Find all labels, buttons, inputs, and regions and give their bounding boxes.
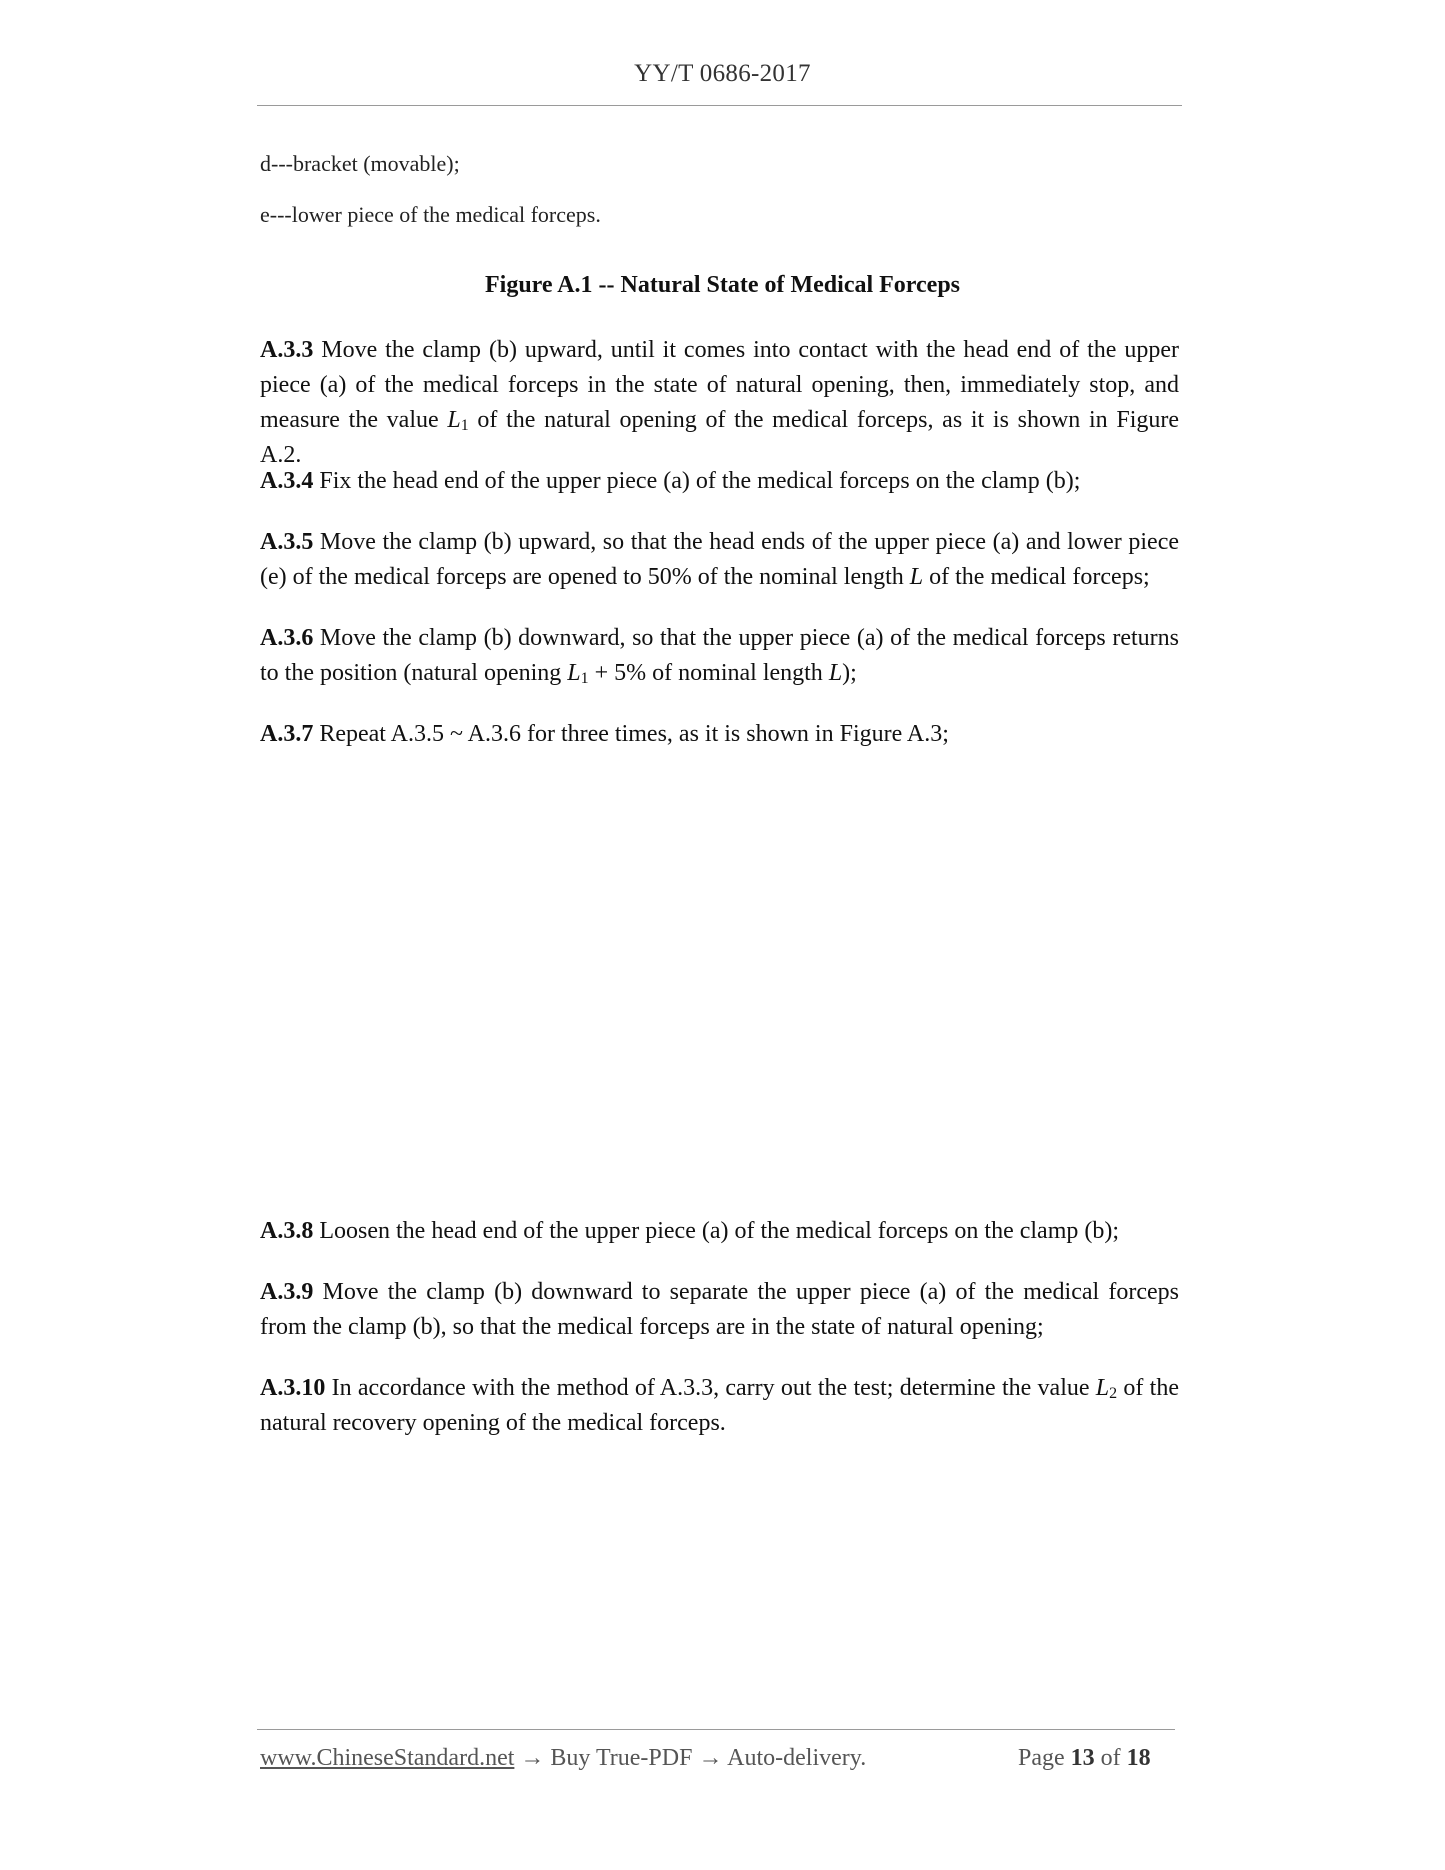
footer-divider: [257, 1729, 1175, 1730]
total-pages-number: 18: [1126, 1745, 1151, 1771]
auto-delivery-text: Auto-delivery.: [727, 1745, 867, 1771]
paragraph-a310: [260, 1371, 1179, 1441]
variable-l: L: [1095, 1375, 1110, 1401]
paragraph-text: of the medical forceps;: [923, 564, 1150, 590]
paragraph-text: of the natural recovery opening of the medical forceps.: [260, 1375, 1179, 1436]
paragraph-a39: [260, 1275, 1179, 1345]
clause-number: A.3.7: [260, 721, 314, 747]
paragraph-text: Loosen the head end of the upper piece (a) of the medical forceps on the clamp (b);: [313, 1218, 1120, 1244]
legend-item-e: e---lower piece of the medical forceps.: [260, 202, 601, 227]
footer-promo: [260, 1745, 866, 1772]
clause-number: A.3.8: [260, 1218, 314, 1244]
variable-l: L: [909, 564, 924, 590]
variable-subscript: 1: [580, 670, 589, 687]
paragraph-a38: [260, 1214, 1179, 1249]
legend-item-d: d---bracket (movable);: [260, 151, 460, 176]
website-link[interactable]: www.ChineseStandard.net: [260, 1745, 515, 1771]
variable-l: L: [447, 407, 461, 433]
page-label: Page: [1018, 1745, 1071, 1771]
paragraph-text: Move the clamp (b) downward to separate the upper piece (a) of the medical forceps from the clamp (b), so that the medical forceps are in the state of natural opening;: [260, 1279, 1179, 1340]
paragraph-a37: [260, 717, 1179, 752]
paragraph-text: In accordance with the method of A.3.3, carry out the test; determine the value: [325, 1375, 1096, 1401]
paragraph-text: Move the clamp (b) downward, so that the upper piece (a) of the medical forceps returns to the position (natural opening: [260, 625, 1179, 686]
paragraph-a33: [260, 333, 1179, 473]
variable-l: L: [567, 660, 581, 686]
current-page-number: 13: [1070, 1745, 1095, 1771]
variable-subscript: 1: [460, 417, 469, 434]
clause-number: A.3.9: [260, 1279, 314, 1305]
paragraph-text: + 5% of nominal length: [588, 660, 829, 686]
figure-a1-caption: Figure A.1 -- Natural State of Medical Forceps: [484, 272, 961, 298]
variable-subscript: 2: [1109, 1385, 1118, 1402]
arrow-icon: →: [514, 1745, 551, 1771]
clause-number: A.3.6: [260, 625, 314, 651]
paragraph-a34: [260, 464, 1179, 499]
arrow-icon: →: [692, 1745, 728, 1771]
clause-number: A.3.5: [260, 529, 314, 555]
clause-number: A.3.3: [260, 337, 314, 363]
variable-l: L: [828, 660, 843, 686]
paragraph-text: Fix the head end of the upper piece (a) of the medical forceps on the clamp (b);: [313, 468, 1081, 494]
clause-number: A.3.4: [260, 468, 314, 494]
clause-number: A.3.10: [260, 1375, 326, 1401]
paragraph-a36: [260, 621, 1179, 691]
page-indicator: [1018, 1745, 1151, 1772]
paragraph-text: Move the clamp (b) upward, until it comes into contact with the head end of the upper piece (a) of the medical forceps in the state of natural opening, then, immediately stop, and measure the value: [260, 337, 1179, 433]
paragraph-text: Move the clamp (b) upward, so that the head ends of the upper piece (a) and lower piece (e) of the medical forceps are opened to 50% of the nominal length: [260, 529, 1179, 590]
buy-pdf-text: Buy True-PDF: [550, 1745, 693, 1771]
paragraph-a35: [260, 525, 1179, 595]
of-label: of: [1094, 1745, 1127, 1771]
document-code-header: YY/T 0686-2017: [634, 60, 811, 87]
header-divider: [257, 105, 1182, 106]
paragraph-text: Repeat A.3.5 ~ A.3.6 for three times, as it is shown in Figure A.3;: [313, 721, 949, 747]
paragraph-text: );: [842, 660, 857, 686]
paragraph-text: of the natural opening of the medical forceps, as it is shown in Figure A.2.: [260, 407, 1180, 468]
figure-a3-area: [260, 760, 1179, 1180]
